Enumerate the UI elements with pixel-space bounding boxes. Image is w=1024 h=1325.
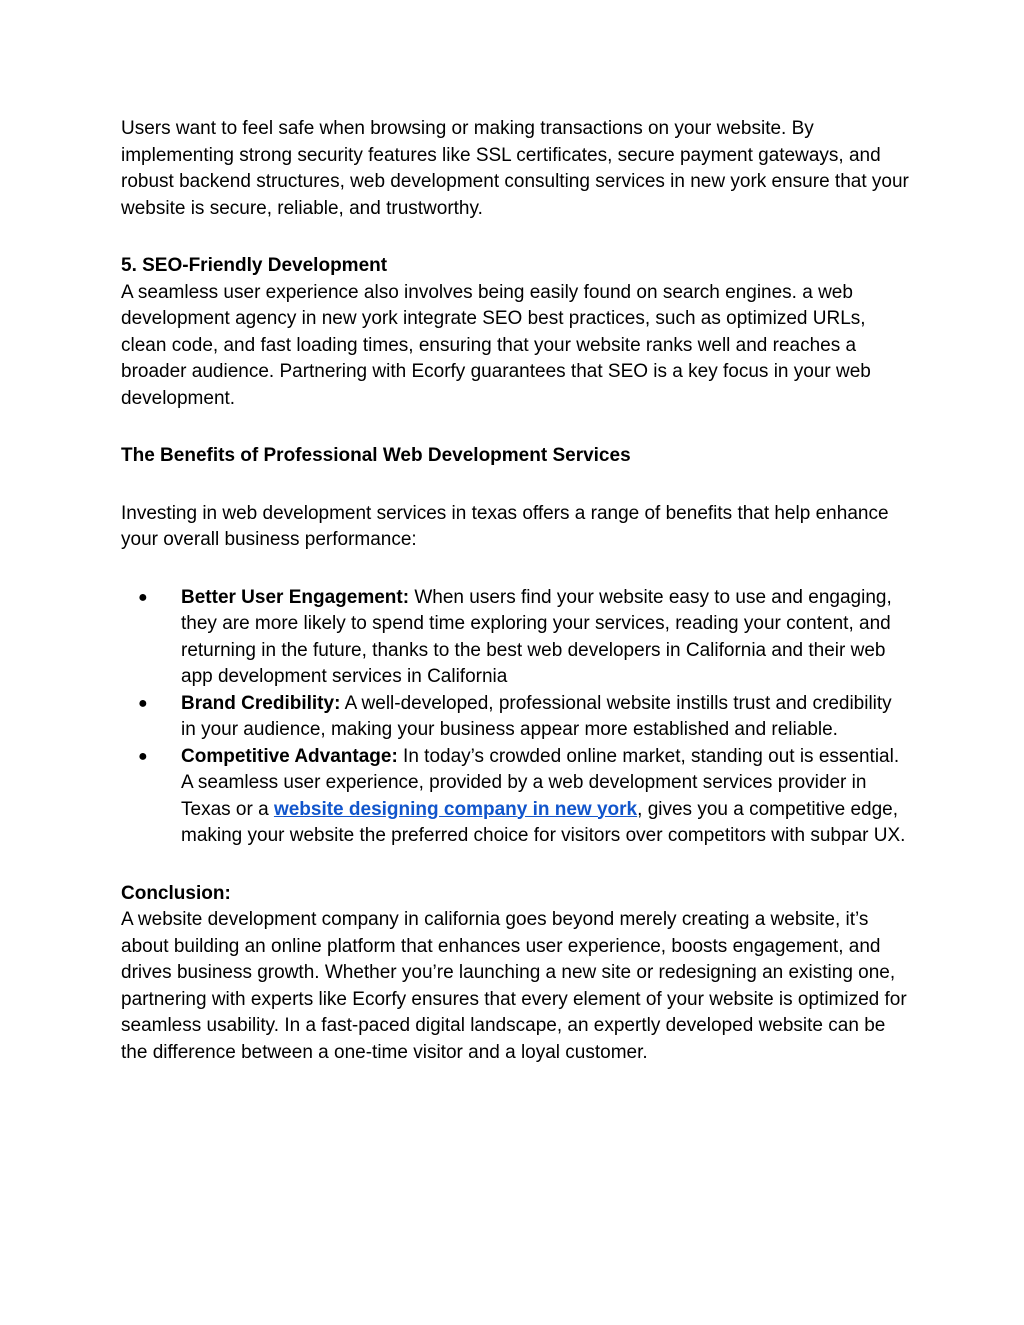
list-item [121, 585, 911, 691]
seo-heading: 5. SEO-Friendly Development [121, 255, 388, 276]
document-page [121, 116, 911, 1066]
benefits-list [121, 585, 911, 850]
benefit-text-before-link: In today’s crowded online market, standing out is essential. A seamless user experience, provided by a web development services provider in Texas or a [181, 745, 900, 820]
benefit-text-after-link: , gives you a competitive edge, making your website the preferred choice for visitors over competitors with subpar UX. [181, 798, 906, 846]
benefit-text: A well-developed, professional website instills trust and credibility in your audience, making your business appear more established and reliable. [181, 692, 892, 740]
spacer [121, 412, 911, 443]
benefits-intro-paragraph: Investing in web development services in texas offers a range of benefits that help enhance your overall business performance: [121, 502, 889, 550]
intro-paragraph: Users want to feel safe when browsing or making transactions on your website. By implementing strong security features like SSL certificates, secure payment gateways, and robust backend structures, web development consulting services in new york ensure that your website is secure, reliable, and trustworthy. [121, 118, 909, 219]
list-item [121, 744, 911, 850]
spacer [121, 850, 911, 881]
spacer [121, 470, 911, 501]
spacer [121, 222, 911, 253]
benefit-text: When users find your website easy to use and engaging, they are more likely to spend time exploring your services, reading your content, and returning in the future, thanks to the best web developers in California and their web app development services in California [181, 586, 892, 687]
benefit-term: Better User Engagement: [181, 586, 410, 608]
website-designing-company-link[interactable]: website designing company in new york [273, 798, 638, 820]
benefit-term: Competitive Advantage: [181, 745, 398, 767]
list-item [121, 691, 911, 744]
spacer [121, 554, 911, 585]
bullet-icon: ● [138, 694, 148, 712]
benefit-term: Brand Credibility: [181, 692, 341, 714]
bullet-icon: ● [138, 588, 148, 606]
bullet-icon: ● [138, 747, 148, 765]
conclusion-paragraph: A website development company in california goes beyond merely creating a website, it’s about building an online platform that enhances user experience, boosts engagement, and drives business growth. Whether you’re launching a new site or redesigning an existing one, partnering with experts like Ecorfy ensures that every element of your website is optimized for seamless usability. In a fast-paced digital landscape, an expertly developed website can be the difference between a one-time visitor and a loyal customer. [121, 909, 907, 1063]
benefits-heading: The Benefits of Professional Web Development Services [121, 445, 631, 466]
seo-paragraph: A seamless user experience also involves being easily found on search engines. a web development agency in new york integrate SEO best practices, such as optimized URLs, clean code, and fast loading times, ensuring that your website ranks well and reaches a broader audience. Partnering with Ecorfy guarantees that SEO is a key focus in your web development. [121, 281, 871, 409]
conclusion-heading: Conclusion: [121, 882, 231, 904]
